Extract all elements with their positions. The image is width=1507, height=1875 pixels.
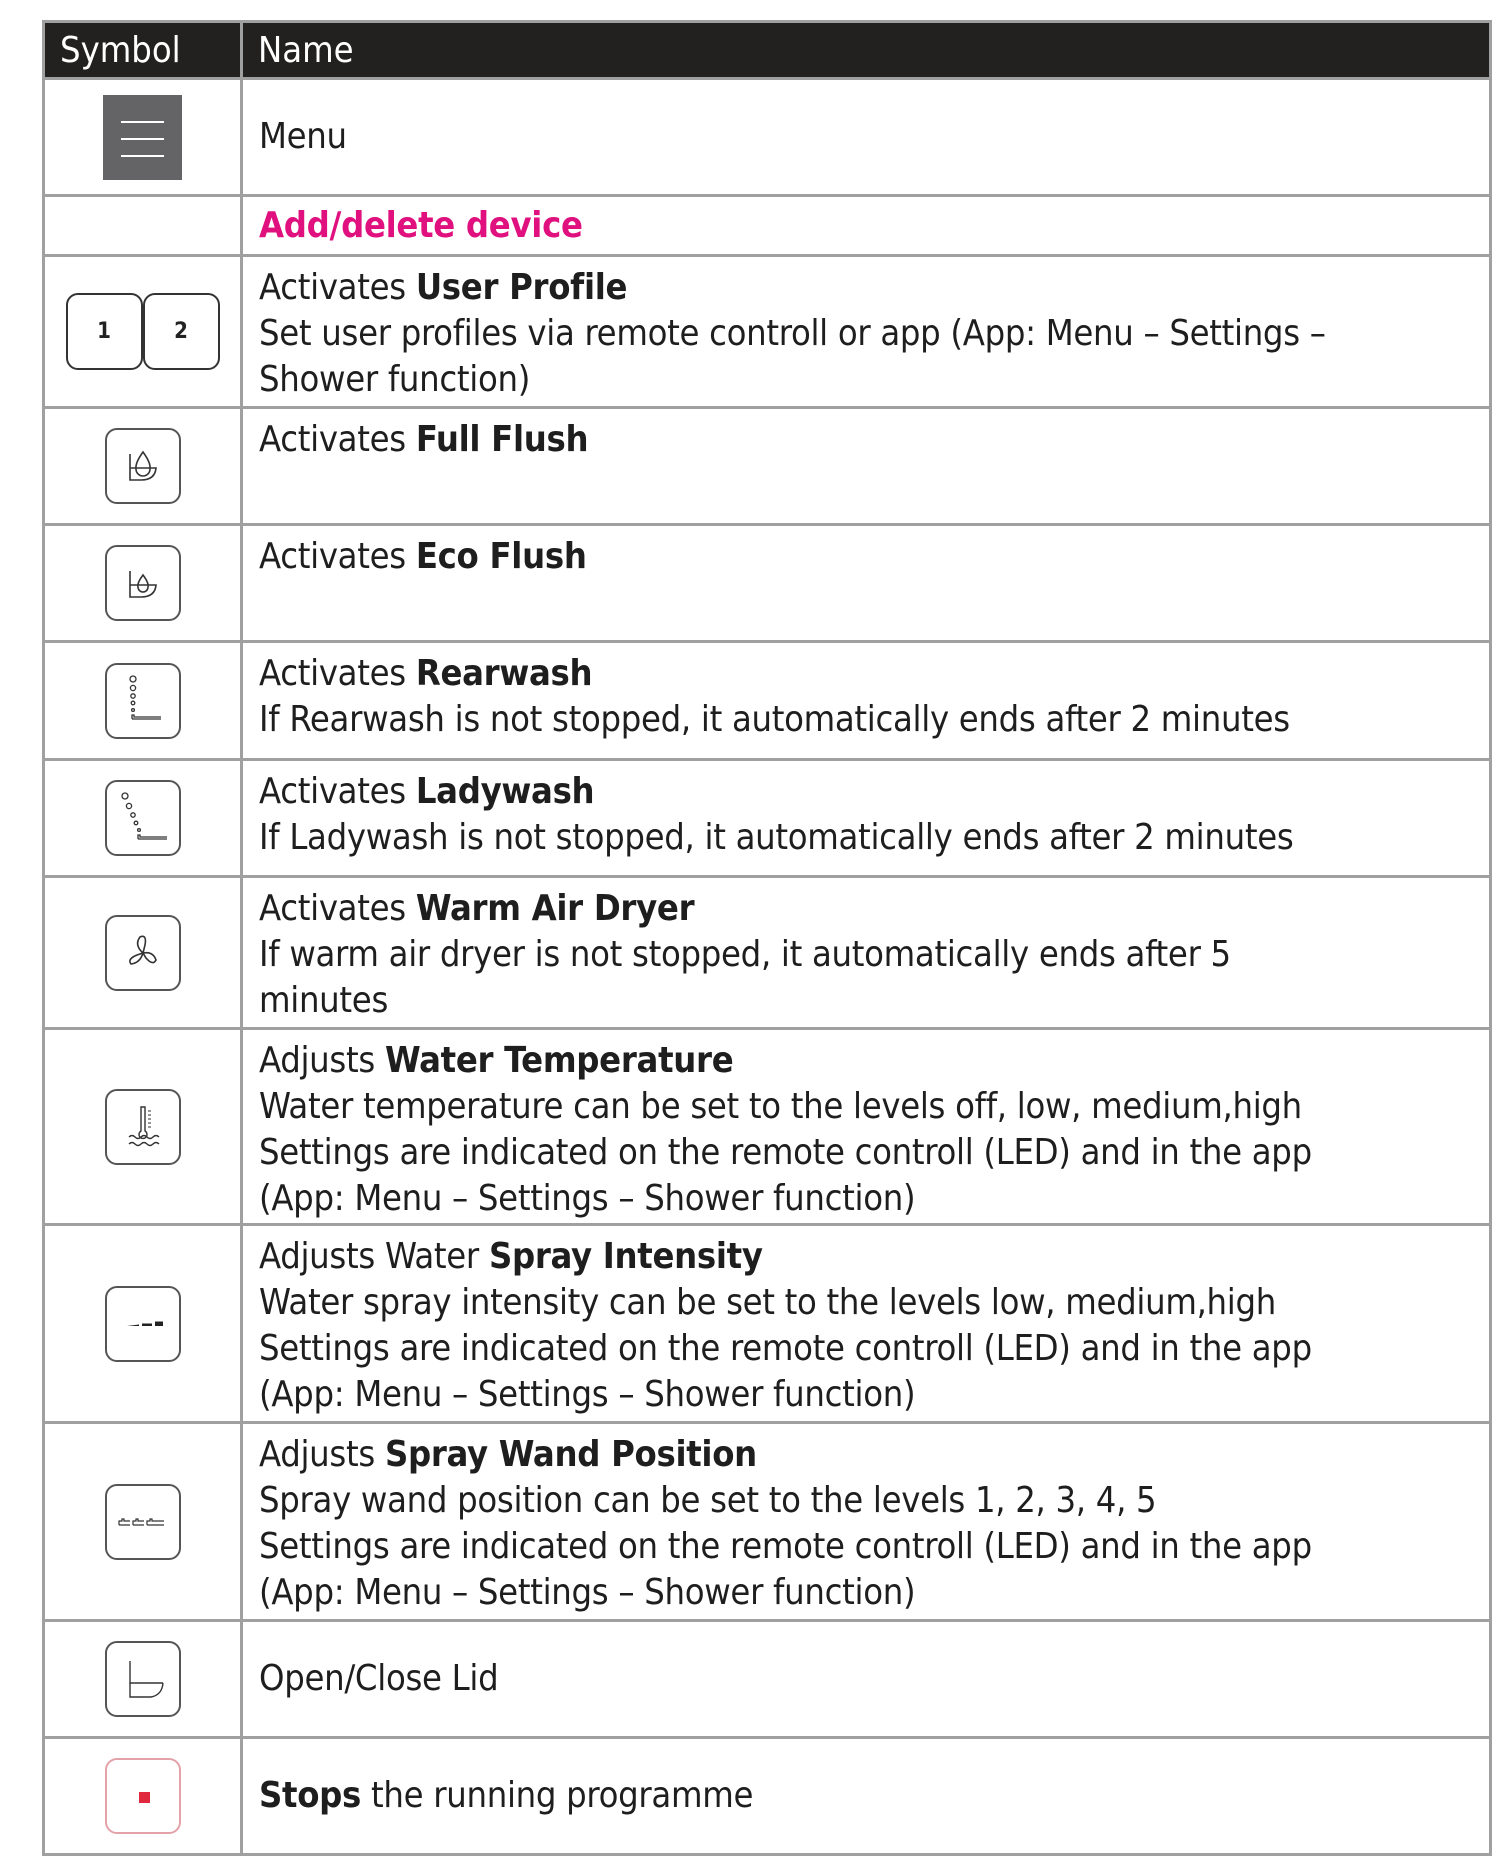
name-cell [242,408,1491,525]
row-title: Activates User Profile [259,267,628,308]
stop-square-icon [139,1792,150,1803]
table-row [44,642,1491,760]
row-label: Menu [259,116,347,157]
row-desc-line: Shower function) [259,359,531,400]
symbol-cell [44,1029,242,1225]
symbol-cell [44,79,242,196]
name-cell [242,877,1491,1029]
row-desc-line: Settings are indicated on the remote controll (LED) and in the app [259,1132,1312,1173]
symbol-cell [44,256,242,408]
user-profile-1-2-icon [66,293,220,370]
name-cell [242,1029,1491,1225]
symbol-cell [44,1423,242,1621]
table-row [44,760,1491,877]
table-row [44,525,1491,642]
symbol-cell [44,1738,242,1855]
table-row [44,256,1491,408]
row-desc-line: Set user profiles via remote controll or app (App: Menu – Settings – [259,313,1326,354]
row-title: Adjusts Water Temperature [259,1040,734,1081]
symbol-cell [44,760,242,877]
symbol-cell [44,525,242,642]
row-title: Activates Warm Air Dryer [259,888,695,929]
table-row [44,196,1491,256]
symbol-cell [44,408,242,525]
name-cell [242,760,1491,877]
name-cell [242,525,1491,642]
profile-key-1: 1 [66,293,143,370]
table-row [44,1225,1491,1423]
header-symbol: Symbol [44,22,242,79]
symbol-cell [44,877,242,1029]
name-cell [242,196,1491,256]
symbol-cell [44,642,242,760]
open-close-lid-icon [105,1641,181,1717]
row-title: Adjusts Spray Wand Position [259,1434,757,1475]
row-desc-line: Water temperature can be set to the levels off, low, medium,high [259,1086,1302,1127]
table-row [44,1621,1491,1738]
row-desc-line: If warm air dryer is not stopped, it automatically ends after 5 [259,934,1231,975]
table-row [44,1423,1491,1621]
row-desc-line: (App: Menu – Settings – Shower function) [259,1572,916,1613]
table-row [44,1738,1491,1855]
row-desc-line: If Ladywash is not stopped, it automatically ends after 2 minutes [259,817,1294,858]
table-row [44,79,1491,196]
name-cell [242,1621,1491,1738]
row-desc-line: (App: Menu – Settings – Shower function) [259,1178,916,1219]
add-delete-device-label: Add/delete device [259,204,583,246]
symbol-table [42,20,1492,1856]
row-title: Activates Full Flush [259,419,589,460]
symbol-cell [44,1621,242,1738]
symbol-cell [44,1225,242,1423]
row-desc-line: Spray wand position can be set to the levels 1, 2, 3, 4, 5 [259,1480,1157,1521]
name-cell [242,642,1491,760]
water-temperature-thermometer-icon [105,1089,181,1165]
eco-flush-icon [105,545,181,621]
name-cell [242,79,1491,196]
stop-icon [105,1758,181,1834]
table-row [44,408,1491,525]
row-title: Adjusts Water Spray Intensity [259,1236,763,1277]
name-cell: Stops the running programme [242,1738,1491,1855]
spray-intensity-icon [105,1286,181,1362]
symbol-cell-empty [44,196,242,256]
profile-key-2: 2 [143,293,220,370]
name-cell [242,256,1491,408]
row-desc-line: Settings are indicated on the remote controll (LED) and in the app [259,1328,1312,1369]
row-desc-line: minutes [259,980,389,1021]
row-title: Activates Rearwash [259,653,593,694]
row-title: Activates Eco Flush [259,536,587,577]
name-cell [242,1225,1491,1423]
row-desc-line: If Rearwash is not stopped, it automatically ends after 2 minutes [259,699,1290,740]
header-name: Name [242,22,1491,79]
row-title: Activates Ladywash [259,771,595,812]
warm-air-dryer-fan-icon [105,915,181,991]
row-label: Open/Close Lid [259,1658,499,1699]
name-cell [242,1423,1491,1621]
row-desc-line: Water spray intensity can be set to the levels low, medium,high [259,1282,1276,1323]
rearwash-icon [105,663,181,739]
ladywash-icon [105,780,181,856]
spray-wand-position-icon [105,1484,181,1560]
table-header-row [44,22,1491,79]
full-flush-icon [105,428,181,504]
row-desc-line: Settings are indicated on the remote controll (LED) and in the app [259,1526,1312,1567]
row-desc-line: (App: Menu – Settings – Shower function) [259,1374,916,1415]
table-row [44,877,1491,1029]
table-row [44,1029,1491,1225]
menu-icon [103,95,182,180]
